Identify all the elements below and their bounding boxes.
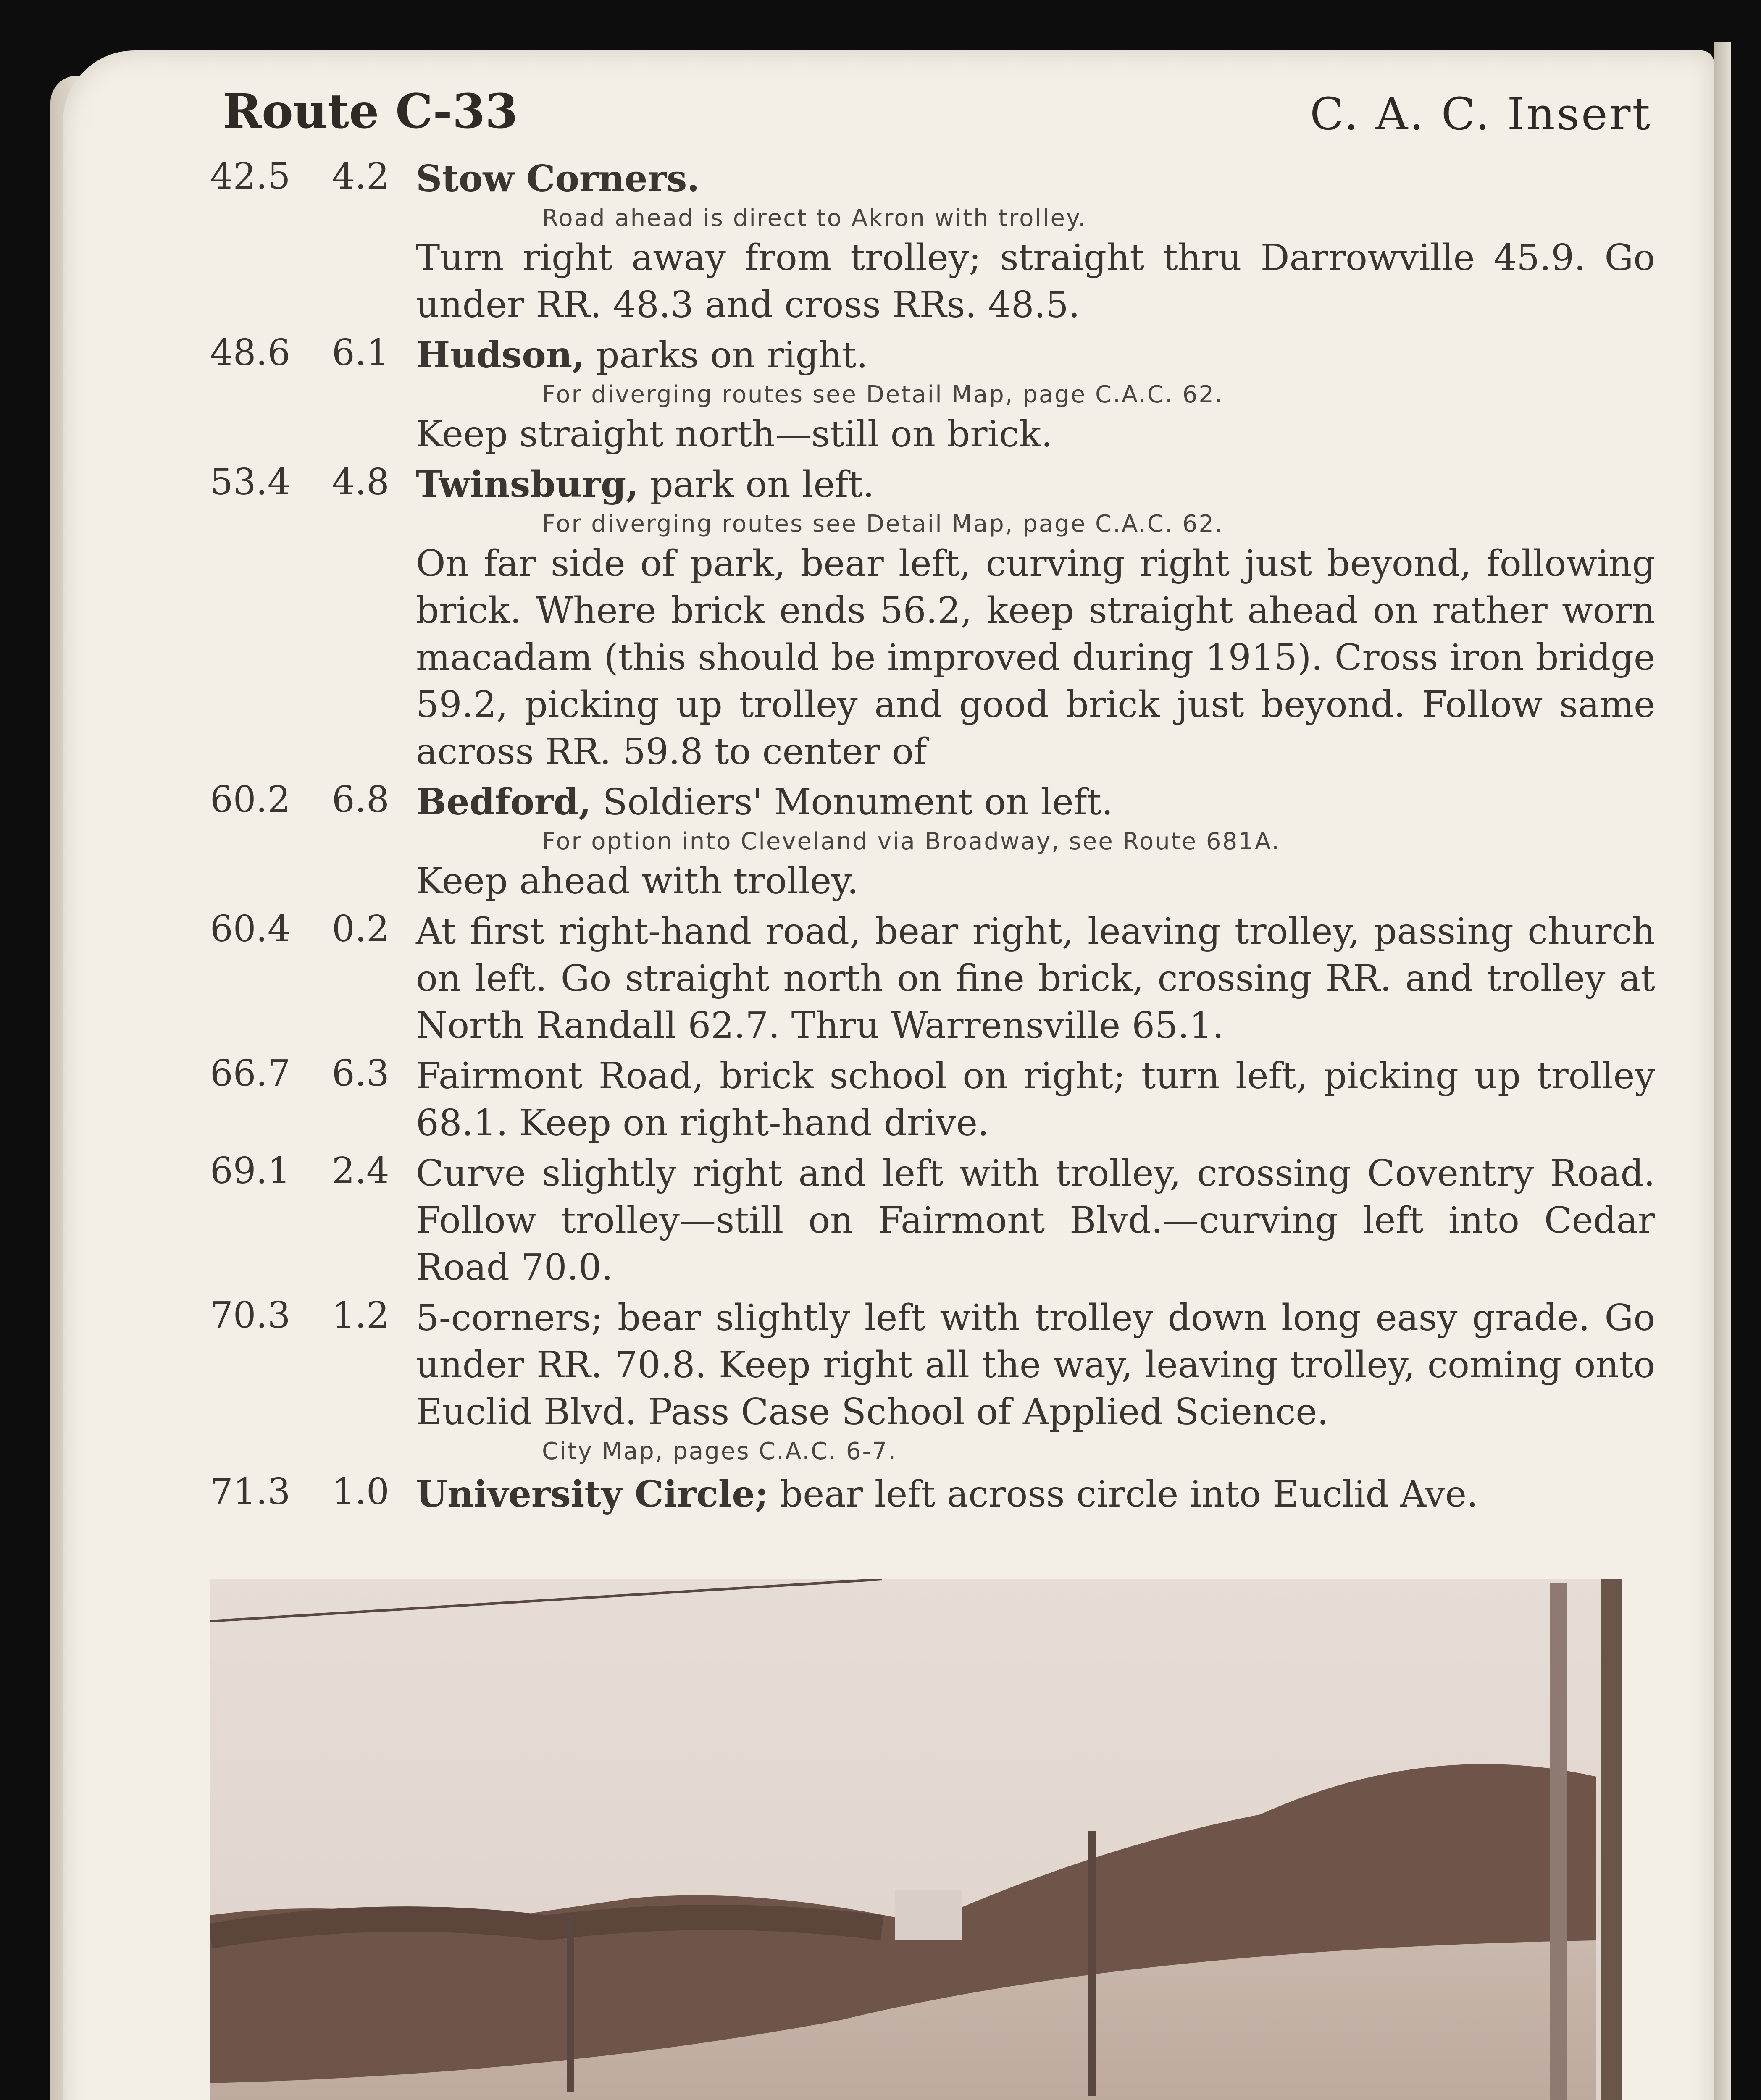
entry-heading-line — [416, 155, 1655, 202]
route-entry — [210, 461, 1655, 775]
entry-note: For diverging routes see Detail Map, page C.A.C. 62. — [542, 510, 1224, 538]
entry-distance: 6.8 — [332, 779, 389, 821]
entry-distance: 6.1 — [332, 332, 389, 374]
entry-distance: 4.2 — [332, 155, 389, 197]
entry-mileage: 66.7 — [210, 1053, 291, 1095]
insert-heading: C. A. C. Insert — [1310, 88, 1652, 140]
route-entry — [210, 1294, 1655, 1467]
entry-note: For option into Cleveland via Broadway, see Route 681A. — [542, 828, 1280, 855]
route-heading: Route C-33 — [223, 84, 518, 139]
entry-directions: On far side of park, bear left, curving right just beyond, following brick. Where brick ends 56.2, keep straight ahead on rather worn macadam (this should be improved during 1915). Cross iron bridge 59.2, picking up trolley and good brick just beyond. Follow same across RR. 59.8 to center of — [416, 543, 1655, 773]
entry-directions: 5-corners; bear slightly left with trolley down long easy grade. Go under RR. 70.8. Keep right all the way, leaving trolley, coming onto Euclid Blvd. Pass Case School of Applied Science. — [416, 1297, 1655, 1433]
entry-lead: parks on right. — [585, 334, 868, 376]
entry-lead: bear left across circle into Euclid Ave. — [768, 1473, 1478, 1515]
entry-mileage: 69.1 — [210, 1150, 291, 1192]
entry-lead: park on left. — [639, 464, 875, 506]
entry-heading-line — [416, 461, 1655, 508]
entry-place: University Circle; — [416, 1473, 768, 1515]
entry-distance: 1.0 — [332, 1471, 389, 1513]
entry-distance: 4.8 — [332, 461, 389, 503]
entry-note: City Map, pages C.A.C. 6-7. — [542, 1438, 897, 1465]
entry-distance: 1.2 — [332, 1294, 389, 1336]
entry-directions: Curve slightly right and left with trolley, crossing Coventry Road. Follow trolley—still on Fairmont Blvd.—curving left into Cedar Road 70.0. — [416, 1152, 1655, 1289]
entry-heading-line — [416, 1471, 1655, 1518]
entry-directions: Keep ahead with trolley. — [416, 860, 859, 902]
entry-mileage: 71.3 — [210, 1471, 291, 1513]
route-entry — [210, 1150, 1655, 1291]
route-entries — [210, 155, 1655, 1521]
entry-distance: 0.2 — [332, 908, 389, 950]
entry-mileage: 60.2 — [210, 779, 291, 821]
entry-heading-line — [416, 779, 1655, 826]
entry-place: Twinsburg, — [416, 463, 639, 506]
entry-directions: Turn right away from trolley; straight thru Darrowville 45.9. Go under RR. 48.3 and cross RRs. 48.5. — [416, 237, 1655, 326]
route-entry — [210, 908, 1655, 1049]
entry-mileage: 48.6 — [210, 332, 291, 374]
entry-place: Hudson, — [416, 334, 585, 376]
entry-place: Bedford, — [416, 781, 591, 823]
road-photograph — [210, 1579, 1622, 2100]
entry-directions: At first right-hand road, bear right, leaving trolley, passing church on left. Go straight north on fine brick, crossing RR. and trolley at North Randall 62.7. Thru Warrensville 65.1. — [416, 911, 1655, 1047]
book-spine-edge — [1714, 42, 1731, 2100]
entry-mileage: 53.4 — [210, 461, 291, 503]
entry-lead: Soldiers' Monument on left. — [591, 781, 1113, 823]
route-entry — [210, 155, 1655, 328]
route-entry — [210, 779, 1655, 905]
route-entry — [210, 332, 1655, 458]
entry-mileage: 70.3 — [210, 1294, 291, 1336]
entry-mileage: 42.5 — [210, 155, 291, 197]
entry-note: Road ahead is direct to Akron with trolley. — [542, 205, 1087, 232]
entry-place: Stow Corners. — [416, 158, 700, 200]
entry-directions: Fairmont Road, brick school on right; turn left, picking up trolley 68.1. Keep on right-hand drive. — [416, 1055, 1655, 1144]
entry-directions: Keep straight north—still on brick. — [416, 413, 1053, 455]
entry-note: For diverging routes see Detail Map, page C.A.C. 62. — [542, 381, 1224, 408]
entry-distance: 6.3 — [332, 1053, 389, 1095]
entry-heading-line — [416, 332, 1655, 379]
route-entry — [210, 1471, 1655, 1518]
entry-distance: 2.4 — [332, 1150, 389, 1192]
route-entry — [210, 1053, 1655, 1147]
entry-mileage: 60.4 — [210, 908, 291, 950]
